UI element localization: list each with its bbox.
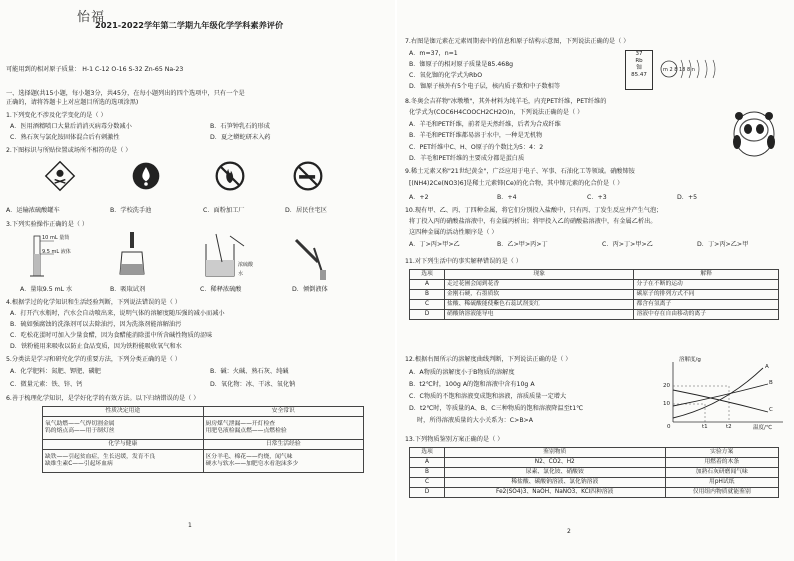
q6-table xyxy=(42,406,364,473)
q7-option-c: C．氧化铷的化学式为RbO xyxy=(409,72,483,79)
q8-option-b: B．羊毛和PET纤维都易溶于水中，一种是无机物 xyxy=(409,132,543,139)
q2-option-a: A．运输浓硫酸罐车 xyxy=(6,207,60,214)
graph-curve-b-label: B xyxy=(769,380,773,386)
q5-option-b: B．碱：火碱、熟石灰、纯碱 xyxy=(210,368,289,375)
q10-option-a: A．丁>丙>甲>乙 xyxy=(409,241,460,248)
q5-option-d: D．氧化物：冰、干冰、氧化钠 xyxy=(210,381,296,388)
q13-cell: 尿素、氯化铵、硝酸铵 xyxy=(445,468,666,478)
q10-option-d: D．丁>丙>乙>甲 xyxy=(697,241,749,248)
question-9: 9.稀土元素又称"21世纪黄金"，广泛应用于电子、军事、石油化工等领域。硝酸铈铵 xyxy=(405,168,635,175)
question-2: 2.下图标识与所贴位置或场所不相符的是（ ） xyxy=(6,147,132,154)
question-10-line2: 将丁投入丙的硝酸盐溶液中，有金属丙析出；将甲投入乙的硝酸盐溶液中，有金属乙析出。 xyxy=(409,218,657,225)
graph-t1: t1 xyxy=(702,424,708,430)
page-number-1: 1 xyxy=(188,522,192,529)
q3-option-b: B．吸取试剂 xyxy=(110,286,146,293)
no-smoking-sign-icon xyxy=(290,160,326,192)
dropper-bottle-drawing xyxy=(112,230,152,282)
question-8-line2: 化学式为(COC6H4COOCH2CH2O)n，下列说法正确的是（ ） xyxy=(409,109,584,116)
exam-title: 2021-2022学年第二学期九年级化学学科素养评价 xyxy=(95,20,284,30)
graph-y-tick-10: 10 xyxy=(663,401,670,407)
q13-cell: 加熟石灰研磨闻气味 xyxy=(665,468,778,478)
question-9-line2: [(NH4)2Ce(NO3)6]是稀土元素铈(Ce)的化合物，其中铈元素的化合价是（ ） xyxy=(409,180,624,187)
q11-header: 解释 xyxy=(634,270,779,280)
q1-option-d: D．夏之蟒蛇研末入药 xyxy=(210,134,271,141)
q3-option-a: A．量取9.5 mL 水 xyxy=(20,286,73,293)
question-10-line3: 这四种金属的活动性顺序是（ ） xyxy=(409,229,498,236)
q1-option-a: A．医用酒精喷口大量后消消灭病毒分数减小 xyxy=(10,123,132,130)
graph-t2: t2 xyxy=(726,424,732,430)
q2-option-c: C．面粉加工厂 xyxy=(203,207,245,214)
question-7: 7.右图是铷元素在元素周期表中的信息和原子结构示意图，下列说法正确的是（ ） xyxy=(405,38,630,45)
question-3: 3.下列实验操作正确的是（ ） xyxy=(6,221,89,228)
q3-option-d: D．倾倒液体 xyxy=(292,286,328,293)
q12-option-c: C．C物质的不饱和溶液变成饱和溶液，溶质质量一定增大 xyxy=(409,393,567,400)
question-13: 13.下列物质鉴别方案正确的是（ ） xyxy=(405,436,504,443)
q12-option-a: A．A物质的溶解度小于B物质的溶解度 xyxy=(409,369,515,376)
q13-cell: B xyxy=(410,468,445,478)
q1-option-b: B．石笋钟乳石的形成 xyxy=(210,123,270,130)
q13-cell: 用燃着的木条 xyxy=(665,458,778,468)
q7-option-a: A．m=37，n=1 xyxy=(409,50,458,57)
q9-option-c: C．+3 xyxy=(587,194,607,201)
q4-option-d: D．铁粉能用来吸收以防止食品变质，因为铁粉能吸收氧气和水 xyxy=(10,343,182,350)
q13-cell: 稀盐酸、碳酸钠溶液、氯化钠溶液 xyxy=(445,478,666,488)
question-6: 6.善于梳理化学知识，是学好化学的有效方法。以下归纳错误的是（ ） xyxy=(6,395,200,402)
q11-header: 现象 xyxy=(445,270,634,280)
q6-cell: 氧气助燃——气焊切割金属 钨的熔点高——用于制灯丝 xyxy=(43,417,204,440)
q3-option-c: C．稀释浓硫酸 xyxy=(200,286,242,293)
q8-option-a: A．羊毛和PET纤维，前者是天然纤维，后者为合成纤维 xyxy=(409,121,561,128)
q13-header: 实验方案 xyxy=(665,448,778,458)
q6-header-3: 化学与健康 xyxy=(43,440,204,450)
q13-cell: C xyxy=(410,478,445,488)
q10-option-b: B．乙>甲>丙>丁 xyxy=(497,241,548,248)
q11-cell: 金刚石硬，石墨质软 xyxy=(445,290,634,300)
q4-option-a: A．打开汽水瓶时，汽水会自动喷出来，说明气体的溶解度随压强的减小而减小 xyxy=(10,310,225,317)
q2-option-d: D．居民住宅区 xyxy=(285,207,327,214)
no-fire-sign-icon xyxy=(212,160,248,192)
graph-y-axis-label: 溶解度/g xyxy=(679,357,701,363)
section-heading: 一、选择题(共15小题，每小题3分，共45分，在每小题列出的四个选项中，只有一个是 xyxy=(6,90,245,97)
graph-curve-a-label: A xyxy=(765,364,769,370)
q12-option-d-line2: 时，所得溶液质量的大小关系为：C>B>A xyxy=(417,417,533,424)
q11-cell: 分子在不断的运动 xyxy=(634,280,779,290)
q11-cell: 碳原子的排列方式不同 xyxy=(634,290,779,300)
section-heading-2: 正确的，请将答题卡上对应题目所选的选项涂黑) xyxy=(6,99,139,106)
question-11: 11.对下列生活中的事实解释错误的是（ ） xyxy=(405,258,522,265)
bing-dwen-dwen-mascot-image xyxy=(729,108,779,160)
q13-cell: 用pH试纸 xyxy=(665,478,778,488)
rb-atomic-number: 37 xyxy=(635,51,643,57)
q11-cell: 盐酸、稀硫酸能使紫色石蕊试剂变红 xyxy=(445,300,634,310)
q11-cell: 硝酸钠溶液能导电 xyxy=(445,310,634,320)
test-tube-pouring-drawing xyxy=(290,234,340,282)
graph-x-axis-label: 温度/℃ xyxy=(753,425,773,431)
q12-option-d: D．t2℃时，等质量的A、B、C三种物质的饱和溶液降温至t1℃ xyxy=(409,405,584,412)
atomic-masses: 可能用到的相对原子质量： H-1 C-12 O-16 S-32 Zn-65 Na-23 xyxy=(6,66,184,73)
q11-cell: C xyxy=(410,300,445,310)
q6-header-1: 性质决定用途 xyxy=(43,407,204,417)
q1-option-c: C．熟石灰与氯化铵固体混合后有刺激性 xyxy=(10,134,120,141)
cylinder-label: 10 mL 量筒 xyxy=(42,235,70,241)
q5-option-c: C．微量元素：铁、锌、钙 xyxy=(10,381,83,388)
exam-page-right xyxy=(397,0,794,561)
question-12: 12.根据右图所示的溶解度曲线判断，下列说法正确的是（ ） xyxy=(405,356,572,363)
q8-option-c: C．PET纤维中C、H、O原子的个数比为5：4：2 xyxy=(409,144,544,151)
q4-option-c: C．吃松花蛋时可加入少量食醋，因为食醋能消除蛋中所含碱性物质的涩味 xyxy=(10,332,213,339)
q2-option-b: B．学校洗手池 xyxy=(110,207,152,214)
beaker-dilution-drawing xyxy=(200,232,260,282)
q6-cell: 区分羊毛、棉花——灼烧，闻气味 硬水与软水——加肥皂水看泡沫多少 xyxy=(203,450,364,473)
q6-cell: 缺铁——引起贫血症，生长迟缓，发育不良 缺维生素C——引起坏血病 xyxy=(43,450,204,473)
q10-option-c: C．丙>丁>甲>乙 xyxy=(602,241,653,248)
q11-cell: 走过花圃会闻到花香 xyxy=(445,280,634,290)
q11-cell: D xyxy=(410,310,445,320)
acid-label: 浓硫酸 xyxy=(238,262,254,268)
q12-option-b: B．t2℃时，100g A的饱和溶液中含有10g A xyxy=(409,381,535,388)
q13-header: 鉴别物质 xyxy=(445,448,666,458)
rb-shell-numbers: m 2 8 18 8 n xyxy=(663,67,695,73)
question-10: 10.现有甲、乙、丙、丁四种金属，将它们分别投入盐酸中，只有丙、丁发生反应并产生气泡； xyxy=(405,207,663,214)
q13-cell: N2、CO2、H2 xyxy=(445,458,666,468)
q11-cell: B xyxy=(410,290,445,300)
liquid-label: 9.5 mL 液体 xyxy=(42,249,71,255)
q13-cell: 仅用组内物质就能鉴别 xyxy=(665,488,778,498)
q9-option-d: D．+5 xyxy=(677,194,698,201)
page-number-2: 2 xyxy=(567,528,571,535)
q13-table xyxy=(409,447,779,498)
q8-option-d: D．羊毛和PET纤维的主要成分都是蛋白质 xyxy=(409,155,525,162)
rb-symbol: Rb xyxy=(635,57,643,64)
q11-cell: 溶液中存在自由移动的离子 xyxy=(634,310,779,320)
graph-origin: 0 xyxy=(667,424,671,430)
question-1: 1.下列变化不涉及化学变化的是（ ） xyxy=(6,112,107,119)
question-5: 5.分类法是学习和研究化学的重要方法，下列分类正确的是（ ） xyxy=(6,356,181,363)
rubidium-element-box xyxy=(625,50,653,90)
q11-cell: 都含有氢离子 xyxy=(634,300,779,310)
q13-cell: A xyxy=(410,458,445,468)
q9-option-b: B．+4 xyxy=(497,194,517,201)
q9-option-a: A．+2 xyxy=(409,194,429,201)
handwritten-name: 怡福 xyxy=(77,10,106,25)
question-8: 8.冬奥会吉祥物"冰墩墩"，其外材料为纯羊毛，内充PET纤维，PET纤维的 xyxy=(405,98,607,105)
q13-cell: D xyxy=(410,488,445,498)
q6-cell: 厨房煤气泄漏——开灯检查 用肥皂液检漏点燃——点燃检验 xyxy=(203,417,364,440)
q4-option-b: B．硫如强腐蚀的洗涤剂可以去除油污，因为洗涤剂能溶解油污 xyxy=(10,321,182,328)
graph-curve-c-label: C xyxy=(769,407,773,413)
q11-table xyxy=(409,269,779,320)
q13-cell: Fe2(SO4)3、NaOH、NaNO3、KCl四种溶液 xyxy=(445,488,666,498)
rb-name: 铷 xyxy=(636,64,642,71)
toxic-warning-sign-icon xyxy=(42,160,78,192)
water-label: 水 xyxy=(238,271,244,277)
q6-header-4: 日常生活经验 xyxy=(203,440,364,450)
q6-header-2: 安全常识 xyxy=(203,407,364,417)
graph-y-tick-20: 20 xyxy=(663,383,670,389)
q7-option-b: B．铷原子的相对原子质量是85.468g xyxy=(409,61,514,68)
exam-page-left xyxy=(0,0,395,561)
q7-option-d: D．铷原子核外有5个电子层，核内质子数和中子数相等 xyxy=(409,83,561,90)
question-4: 4.根据学过的化学知识和生活经验判断，下列说法错误的是（ ） xyxy=(6,299,181,306)
q11-cell: A xyxy=(410,280,445,290)
q11-header: 选项 xyxy=(410,270,445,280)
q13-header: 选项 xyxy=(410,448,445,458)
q5-option-a: A．化学肥料：氮肥、钾肥、磷肥 xyxy=(10,368,101,375)
water-saving-sign-icon xyxy=(128,160,164,192)
rb-mass: 85.47 xyxy=(631,71,647,78)
